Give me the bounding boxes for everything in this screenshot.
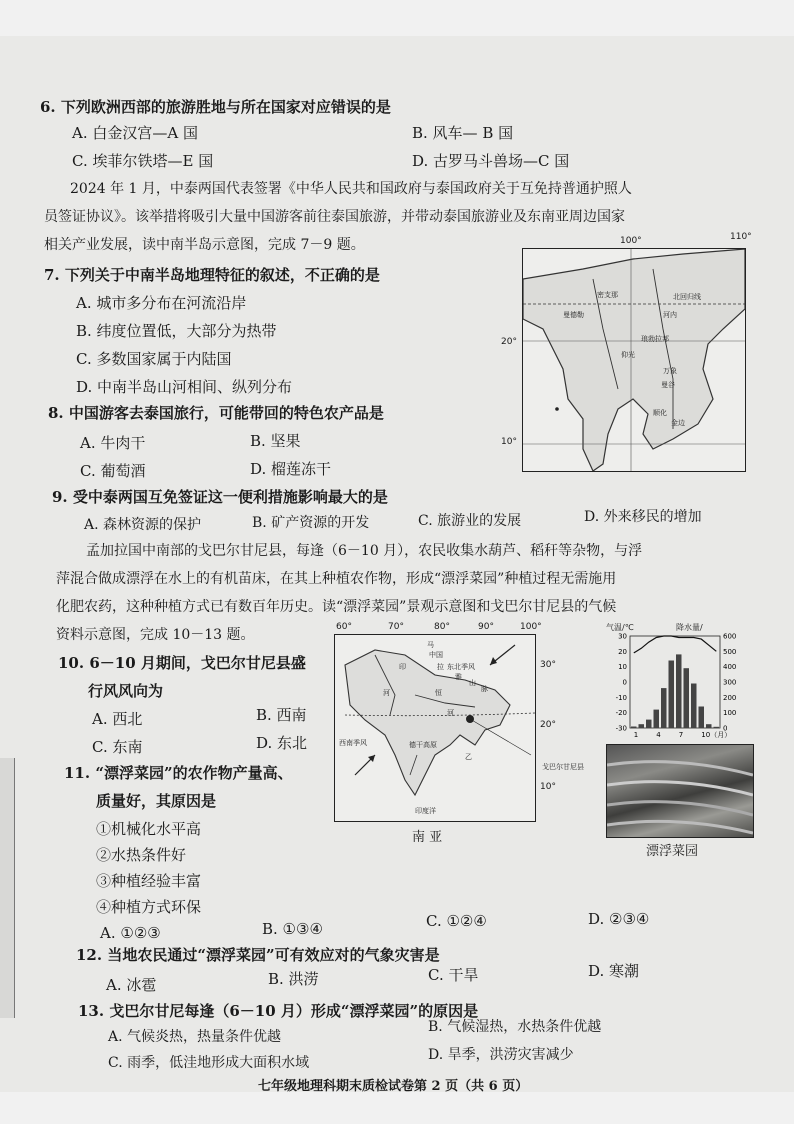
map2-label: 印度洋 bbox=[415, 807, 436, 815]
q7-stem: 7. 下列关于中南半岛地理特征的叙述，不正确的是 bbox=[44, 266, 380, 284]
climate-chart bbox=[600, 622, 750, 742]
map2-label: 河 bbox=[447, 709, 454, 717]
q7-option-a: A. 城市多分布在河流沿岸 bbox=[76, 294, 247, 312]
map2-label: 东北季风 bbox=[447, 663, 475, 671]
precip-tick-label: 300 bbox=[723, 678, 737, 687]
q11-statement-1: ①机械化水平高 bbox=[96, 820, 202, 838]
q13-option-d: D. 旱季，洪涝灾害减少 bbox=[428, 1047, 574, 1063]
month-tick-label: 4 bbox=[656, 731, 661, 739]
precip-bar bbox=[684, 668, 690, 728]
indochina-map bbox=[501, 248, 746, 472]
precip-bar bbox=[669, 661, 675, 729]
map2-label: 拉 bbox=[437, 663, 444, 671]
precip-bar bbox=[714, 727, 720, 728]
q6-stem: 6. 下列欧洲西部的旅游胜地与所在国家对应错误的是 bbox=[40, 98, 391, 116]
q9-option-b: B. 矿产资源的开发 bbox=[252, 515, 370, 531]
q11-option-b: B. ①③④ bbox=[262, 920, 323, 938]
intro2-line4: 资料示意图，完成 10－13 题。 bbox=[56, 627, 255, 643]
intro1-line2: 员签证协议》。该举措将吸引大量中国游客前往泰国旅游，并带动泰国旅游业及东南亚周边国家 bbox=[44, 209, 625, 225]
q12-option-c: C. 干旱 bbox=[428, 966, 479, 984]
q8-option-c: C. 葡萄酒 bbox=[80, 462, 146, 480]
lat-label: 10° bbox=[540, 782, 556, 792]
q10-option-b: B. 西南 bbox=[256, 706, 307, 724]
intro2-line1: 孟加拉国中南部的戈巴尔甘尼县，每逢（6－10 月），农民收集水葫芦、稻秆等杂物，与浮 bbox=[86, 543, 643, 559]
q10-option-a: A. 西北 bbox=[92, 710, 143, 728]
q6-option-a: A. 白金汉宫—A 国 bbox=[72, 124, 198, 142]
south-asia-map bbox=[334, 634, 536, 822]
city-label: 仰光 bbox=[621, 351, 635, 359]
q12-option-a: A. 冰雹 bbox=[106, 976, 157, 994]
precip-bar bbox=[676, 654, 682, 728]
precip-bar bbox=[631, 727, 637, 729]
q6-option-d: D. 古罗马斗兽场—C 国 bbox=[412, 152, 570, 170]
temp-axis-label: 气温/℃ bbox=[606, 623, 634, 632]
q12-option-b: B. 洪涝 bbox=[268, 970, 319, 988]
city-label: 金边 bbox=[671, 419, 685, 427]
map2-label: 中国 bbox=[429, 651, 443, 659]
q13-option-c: C. 雨季，低洼地形成大面积水域 bbox=[108, 1055, 310, 1071]
q11-option-c: C. ①②④ bbox=[426, 912, 487, 930]
intro1-line1: 2024 年 1 月，中泰两国代表签署《中华人民共和国政府与泰国政府关于互免持普通护照人 bbox=[70, 181, 632, 197]
q13-option-b: B. 气候湿热，水热条件优越 bbox=[428, 1019, 602, 1035]
precip-bar bbox=[691, 684, 697, 729]
q8-option-b: B. 坚果 bbox=[250, 432, 301, 450]
q9-option-c: C. 旅游业的发展 bbox=[418, 513, 522, 529]
temp-tick-label: -30 bbox=[615, 724, 627, 733]
temp-tick-label: 0 bbox=[622, 678, 627, 687]
month-tick-label: 7 bbox=[678, 731, 684, 739]
intro2-line3: 化肥农药，这种种植方式已有数百年历史。读“漂浮菜园”景观示意图和戈巴尔甘尼县的气候 bbox=[56, 599, 617, 615]
q11-option-a: A. ①②③ bbox=[100, 924, 161, 942]
month-tick-label: 10（月） bbox=[701, 731, 732, 739]
precip-bar bbox=[639, 724, 645, 728]
page-edge-fragment bbox=[0, 758, 15, 1018]
precip-tick-label: 200 bbox=[723, 693, 737, 702]
q7-option-b: B. 纬度位置低，大部分为热带 bbox=[76, 322, 277, 340]
map2-label: 德干高原 bbox=[409, 741, 437, 749]
lon-label: 80° bbox=[434, 622, 450, 632]
q7-option-d: D. 中南半岛山河相间、纵列分布 bbox=[76, 378, 293, 396]
precip-tick-label: 600 bbox=[723, 632, 737, 641]
map2-label: 印 bbox=[399, 663, 406, 671]
tropic-label: 北回归线 bbox=[673, 293, 701, 301]
q8-option-a: A. 牛肉干 bbox=[80, 434, 146, 452]
q11-option-d: D. ②③④ bbox=[588, 910, 650, 928]
q9-option-d: D. 外来移民的增加 bbox=[584, 509, 702, 525]
lon-label: 70° bbox=[388, 622, 404, 632]
city-label: 琅勃拉邦 bbox=[641, 335, 669, 343]
q7-option-c: C. 多数国家属于内陆国 bbox=[76, 350, 232, 368]
climate-chart-svg bbox=[600, 622, 750, 742]
temp-tick-label: -10 bbox=[615, 693, 627, 702]
lat-label: 10° bbox=[501, 437, 517, 447]
lat-label: 30° bbox=[540, 660, 556, 670]
precip-bar bbox=[661, 688, 667, 728]
city-label: 顺化 bbox=[653, 409, 667, 417]
precip-axis-label: 降水量/ bbox=[676, 623, 703, 632]
q11-statement-2: ②水热条件好 bbox=[96, 846, 187, 864]
intro1-line3: 相关产业发展，读中南半岛示意图，完成 7－9 题。 bbox=[44, 237, 365, 253]
q11-stem-line2: 质量好，其原因是 bbox=[96, 792, 217, 810]
lon-label: 90° bbox=[478, 622, 494, 632]
q8-stem: 8. 中国游客去泰国旅行，可能带回的特色农产品是 bbox=[48, 404, 384, 422]
city-label: 万象 bbox=[663, 367, 677, 375]
map2-label: 山 bbox=[469, 679, 476, 687]
q12-stem: 12. 当地农民通过“漂浮菜园”可有效应对的气象灾害是 bbox=[76, 946, 440, 964]
temp-tick-label: 10 bbox=[618, 663, 627, 672]
q10-stem-line2: 行风风向为 bbox=[88, 682, 164, 700]
county-label: 戈巴尔甘尼县 bbox=[542, 763, 584, 771]
precip-bar bbox=[699, 707, 705, 729]
south-asia-map-svg bbox=[335, 635, 535, 821]
precip-tick-label: 400 bbox=[723, 663, 737, 672]
map2-label: 马 bbox=[427, 641, 434, 649]
q13-stem: 13. 戈巴尔甘尼每逢（6－10 月）形成“漂浮菜园”的原因是 bbox=[78, 1002, 479, 1020]
city-label: 河内 bbox=[663, 311, 677, 319]
lat-label: 20° bbox=[540, 720, 556, 730]
lat-label: 20° bbox=[501, 337, 517, 347]
photo-texture bbox=[607, 745, 753, 837]
temperature-line bbox=[634, 636, 717, 653]
temp-tick-label: 30 bbox=[618, 632, 627, 641]
city-label: 曼德勒 bbox=[563, 311, 584, 319]
map2-label: 恒 bbox=[435, 689, 442, 697]
q11-stem-line1: 11. “漂浮菜园”的农作物产量高、 bbox=[64, 764, 293, 782]
lon-label: 60° bbox=[336, 622, 352, 632]
map2-label: 乙 bbox=[465, 753, 472, 761]
q11-statement-4: ④种植方式环保 bbox=[96, 898, 202, 916]
map2-label: 河 bbox=[383, 689, 390, 697]
q10-option-c: C. 东南 bbox=[92, 738, 143, 756]
temp-tick-label: -20 bbox=[615, 709, 627, 718]
q9-option-a: A. 森林资源的保护 bbox=[84, 517, 202, 533]
lon-label: 100° bbox=[520, 622, 542, 632]
page-footer: 七年级地理科期末质检试卷第 2 页（共 6 页） bbox=[258, 1079, 529, 1094]
precip-tick-label: 100 bbox=[723, 709, 737, 718]
city-label: 曼谷 bbox=[661, 381, 675, 389]
q11-statement-3: ③种植经验丰富 bbox=[96, 872, 202, 890]
photo-caption: 漂浮菜园 bbox=[646, 844, 699, 859]
month-tick-label: 1 bbox=[633, 731, 639, 739]
temp-tick-label: 20 bbox=[618, 647, 627, 656]
precip-bar bbox=[654, 710, 660, 728]
precip-tick-label: 0 bbox=[723, 724, 728, 733]
precip-bar bbox=[646, 720, 652, 728]
q6-option-c: C. 埃菲尔铁塔—E 国 bbox=[72, 152, 214, 170]
q8-option-d: D. 榴莲冻干 bbox=[250, 460, 332, 478]
south-asia-caption: 南 亚 bbox=[412, 830, 443, 845]
indochina-map-svg bbox=[523, 249, 745, 471]
map2-label: 西南季风 bbox=[339, 739, 367, 747]
city-label: 密支那 bbox=[597, 291, 618, 299]
lon-label: 110° bbox=[730, 232, 752, 242]
intro2-line2: 萍混合做成漂浮在水上的有机苗床，在其上种植农作物，形成“漂浮菜园”种植过程无需施用 bbox=[56, 571, 617, 587]
q12-option-d: D. 寒潮 bbox=[588, 962, 640, 980]
map2-label: 脉 bbox=[481, 685, 488, 693]
q6-option-b: B. 风车— B 国 bbox=[412, 124, 514, 142]
q10-option-d: D. 东北 bbox=[256, 734, 308, 752]
precip-tick-label: 500 bbox=[723, 647, 737, 656]
precip-bar bbox=[706, 724, 712, 728]
q9-stem: 9. 受中泰两国互免签证这一便利措施影响最大的是 bbox=[52, 488, 388, 506]
floating-garden-photo bbox=[606, 744, 754, 838]
plot-frame bbox=[630, 636, 720, 728]
map2-label: 雅 bbox=[455, 673, 462, 681]
q13-option-a: A. 气候炎热，热量条件优越 bbox=[108, 1029, 282, 1045]
q10-stem-line1: 10. 6－10 月期间，戈巴尔甘尼县盛 bbox=[58, 654, 306, 672]
lon-label: 100° bbox=[620, 236, 642, 246]
